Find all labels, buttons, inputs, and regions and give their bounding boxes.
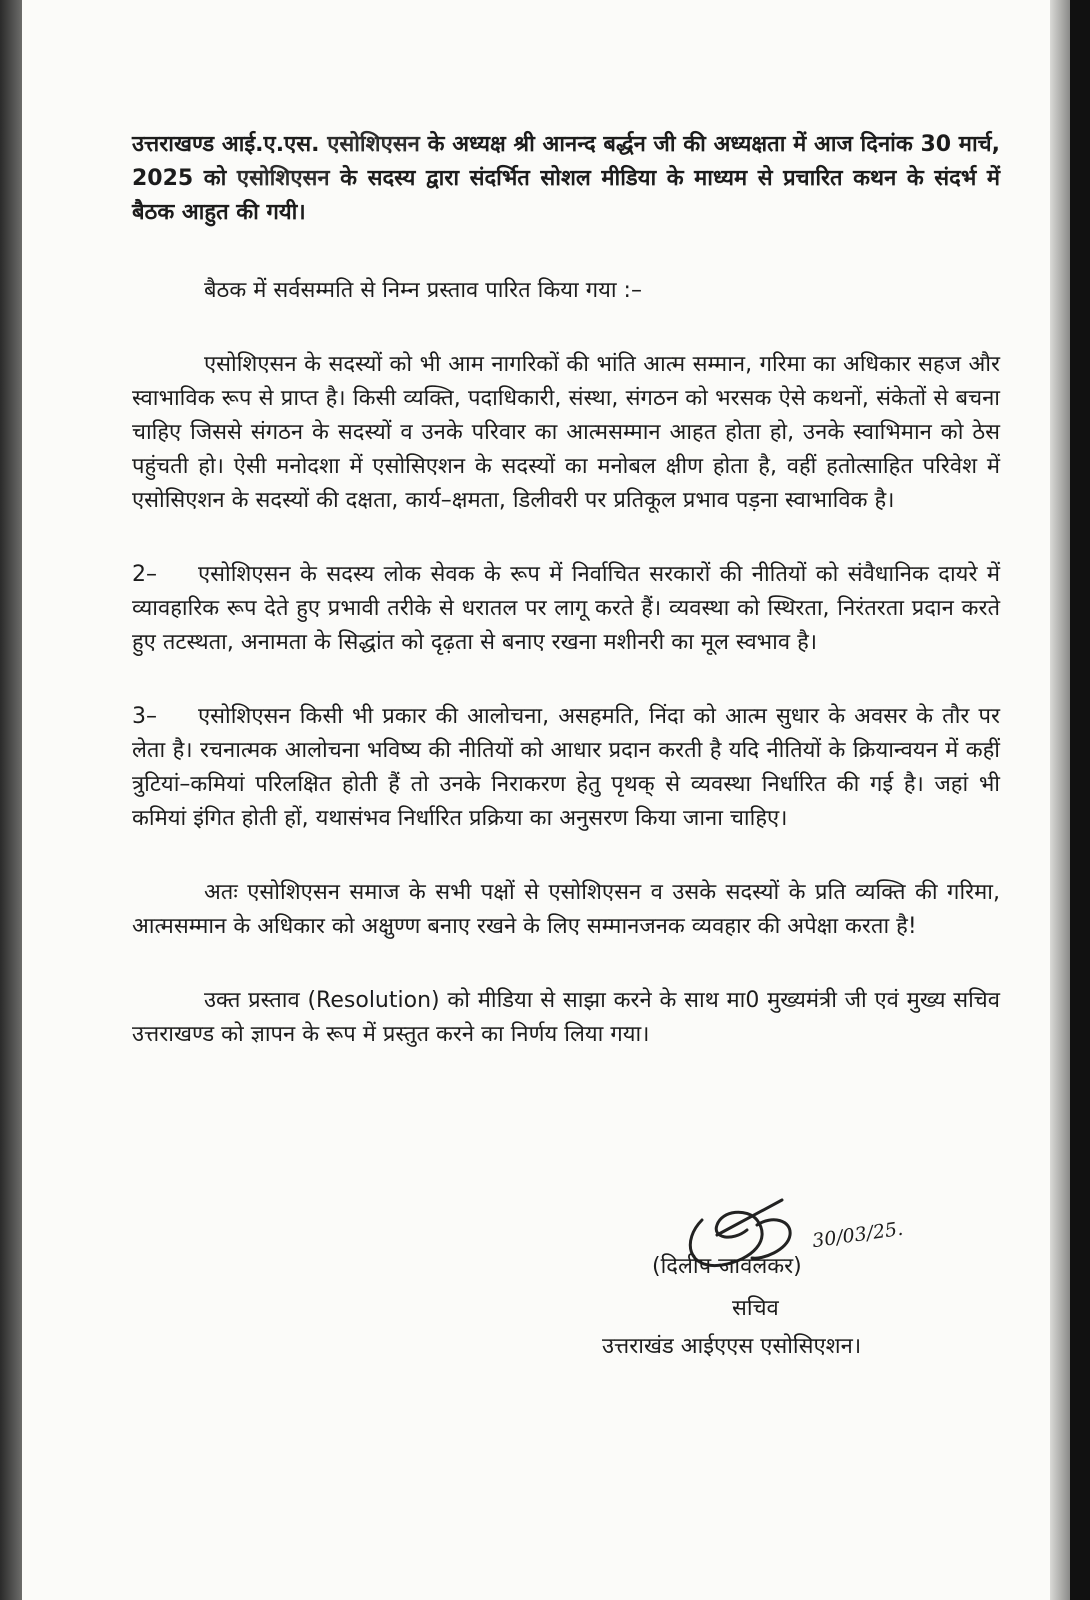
heading-org-2: एसोशिएसन xyxy=(236,166,330,191)
heading-part-3: के सदस्य द्वारा संदर्भित सोशल मीडिया के माध्यम से प्रचारित कथन के संदर्भ में बैठक आहुत की गयी। xyxy=(132,166,1000,225)
paragraph-3-number: 3– xyxy=(132,704,157,729)
signatory-name: (दिलीप जावलकर) xyxy=(652,1254,802,1279)
paragraph-3-text: एसोशिएसन किसी भी प्रकार की आलोचना, असहमति, निंदा को आत्म सुधार के अवसर के तौर पर लेता है। रचनात्मक आलोचना भविष्य की नीतियों को आधार प्रदान करती है यदि नीतियों के क्रियान्वयन में कहीं त्रुटियां–कमियां परिलक्षित होती हैं तो उनके निराकरण हेतु पृथक् से व्यवस्था निर्धारित की गई है। जहां भी कमियां इंगित होती हों, यथासंभव निर्धारित प्रक्रिया का अनुसरण किया जाना चाहिए। xyxy=(132,704,1000,831)
paragraph-2-text: एसोशिएसन के सदस्य लोक सेवक के रूप में निर्वाचित सरकारों की नीतियों को संवैधानिक दायरे में व्यावहारिक रूप देते हुए प्रभावी तरीके से धरातल पर लागू करते हैं। व्यवस्था को स्थिरता, निरंतरता प्रदान करते हुए तटस्थता, अनामता के सिद्धांत को दृढ़ता से बनाए रखना मशीनरी का मूल स्वभाव है। xyxy=(132,562,1000,655)
signature-date: 30/03/25. xyxy=(810,1217,905,1253)
heading-part-1: उत्तराखण्ड आई.ए.एस. xyxy=(132,132,328,157)
left-page-edge xyxy=(0,0,22,1600)
signatory-title: सचिव xyxy=(732,1296,779,1321)
paragraph-5: उक्त प्रस्ताव (Resolution) को मीडिया से साझा करने के साथ मा0 मुख्यमंत्री जी एवं मुख्य सचिव उत्तराखण्ड को ज्ञापन के रूप में प्रस्तुत करने का निर्णय लिया गया। xyxy=(132,988,1000,1047)
document-page xyxy=(22,0,1070,1600)
heading-part-2: के अध्यक्ष श्री आनन्द बर्द्धन जी की अध्यक्षता में आज दिनांक 30 मार्च, 2025 को xyxy=(132,132,1000,191)
heading-paragraph xyxy=(132,128,1000,230)
signatory-organization: उत्तराखंड आईएएस एसोसिएशन। xyxy=(602,1334,862,1359)
heading-org-1: एसोशिएसन xyxy=(327,132,420,157)
paragraph-1: एसोशिएसन के सदस्यों को भी आम नागरिकों की भांति आत्म सम्मान, गरिमा का अधिकार सहज और स्वाभाविक रूप से प्राप्त है। किसी व्यक्ति, पदाधिकारी, संस्था, संगठन को भरसक ऐसे कथनों, संकेतों से बचना चाहिए जिससे संगठन के सदस्यों व उनके परिवार का आत्मसम्मान आहत होता हो, उनके स्वाभिमान को ठेस पहुंचती हो। ऐसी मनोदशा में एसोसिएशन के सदस्यों का मनोबल क्षीण होता है, वहीं हतोत्साहित परिवेश में एसोसिएशन के सदस्यों की दक्षता, कार्य–क्षमता, डिलीवरी पर प्रतिकूल प्रभाव पड़ना स्वाभाविक है। xyxy=(132,352,1000,513)
paragraph-2-number: 2– xyxy=(132,562,157,587)
signature-block xyxy=(602,1180,962,1380)
paragraph-2 xyxy=(132,558,1000,660)
paragraph-3 xyxy=(132,700,1000,836)
document-body xyxy=(132,128,1000,1052)
intro-line: बैठक में सर्वसम्मति से निम्न प्रस्ताव पारित किया गया :– xyxy=(204,278,642,303)
paragraph-4: अतः एसोशिएसन समाज के सभी पक्षों से एसोशिएसन व उसके सदस्यों के प्रति व्यक्ति की गरिमा, आत्मसम्मान के अधिकार को अक्षुण्ण बनाए रखने के लिए सम्मानजनक व्यवहार की अपेक्षा करता है! xyxy=(132,880,1000,939)
right-page-edge xyxy=(1050,0,1070,1600)
